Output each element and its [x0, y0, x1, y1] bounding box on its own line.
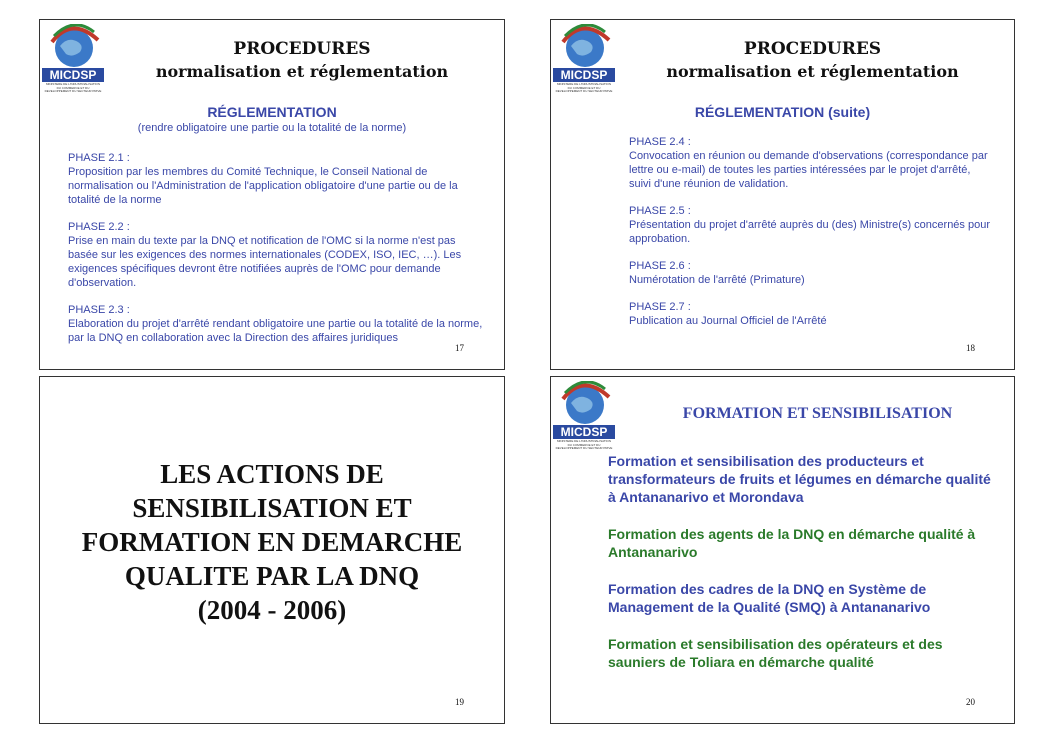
- phase-item: [68, 303, 484, 345]
- phase-label: PHASE 2.6 :: [629, 260, 691, 272]
- phase-label: PHASE 2.3 :: [68, 304, 130, 316]
- training-list: [608, 452, 994, 690]
- logo-tagline: MINISTERE DE L'INDUSTRIALISATION DU COMMERCE ET DU DEVELOPPEMENT DU SECTEUR PRIVE: [555, 82, 613, 93]
- logo-brand: MICDSP: [553, 425, 615, 439]
- globe-icon: [46, 24, 102, 68]
- logo-brand: MICDSP: [42, 68, 104, 82]
- logo-brand: MICDSP: [553, 68, 615, 82]
- slide-title: [100, 20, 504, 83]
- phase-item: [629, 204, 994, 246]
- heading-note: (rendre obligatoire une partie ou la totalité de la norme): [137, 122, 407, 134]
- phase-text: Convocation en réunion ou demande d'observations (correspondance par lettre ou e-mail) de toutes les parties intéressées par le projet d'arrêté, suivi d'une réunion de validation.: [629, 150, 988, 190]
- title-line-1: PROCEDURES: [743, 39, 882, 59]
- phase-list: [68, 151, 484, 358]
- phase-text: Prise en main du texte par la DNQ et notification de l'OMC si la norme n'est pas basée sur les exigences des normes internationales (CODEX, ISO, IEC, …). Les exigences spécifiques devront être notifiées auprès de l'OMC pour demande d'observation.: [68, 235, 462, 289]
- title-line: (2004 - 2006): [197, 595, 347, 625]
- phase-label: PHASE 2.5 :: [629, 205, 691, 217]
- title-line-2: normalisation et réglementation: [155, 62, 449, 81]
- logo-tagline: MINISTERE DE L'INDUSTRIALISATION DU COMMERCE ET DU DEVELOPPEMENT DU SECTEUR PRIVE: [555, 439, 613, 450]
- training-item: Formation des agents de la DNQ en démarche qualité à Antananarivo: [608, 526, 976, 560]
- page-number: 18: [966, 343, 975, 353]
- slide-title: [611, 20, 1014, 83]
- section-heading: [40, 104, 504, 134]
- globe-icon: [557, 381, 613, 425]
- phase-list: [629, 135, 994, 341]
- training-item: Formation des cadres de la DNQ en Système de Management de la Qualité (SMQ) à Antananarivo: [608, 581, 931, 615]
- page-number: 20: [966, 697, 975, 707]
- phase-label: PHASE 2.1 :: [68, 152, 130, 164]
- title-line-2: normalisation et réglementation: [666, 62, 959, 81]
- title-line: SENSIBILISATION ET: [132, 493, 412, 523]
- title-line-1: PROCEDURES: [233, 39, 371, 59]
- training-item: Formation et sensibilisation des opérateurs et des sauniers de Toliara en démarche qualité: [608, 636, 943, 670]
- page-number: 19: [455, 697, 464, 707]
- phase-text: Publication au Journal Officiel de l'Arrêté: [629, 315, 827, 327]
- slide-title: FORMATION ET SENSIBILISATION: [682, 405, 953, 422]
- title-line: LES ACTIONS DE: [160, 459, 384, 489]
- phase-text: Proposition par les membres du Comité Technique, le Conseil National de normalisation ou l'Administration de l'application obligatoire d'une partie ou de la totalité de la norme: [68, 166, 458, 206]
- phase-item: [629, 300, 994, 328]
- slide-18: [550, 19, 1015, 370]
- phase-label: PHASE 2.2 :: [68, 221, 130, 233]
- phase-item: [68, 151, 484, 207]
- phase-label: PHASE 2.4 :: [629, 136, 691, 148]
- heading-text: RÉGLEMENTATION: [207, 104, 337, 120]
- training-item: Formation et sensibilisation des producteurs et transformateurs de fruits et légumes en démarche qualité à Antananarivo et Morondava: [608, 453, 991, 505]
- title-line: QUALITE PAR LA DNQ: [124, 561, 420, 591]
- phase-text: Présentation du projet d'arrêté auprès du (des) Ministre(s) concernés pour approbation.: [629, 219, 991, 245]
- globe-icon: [557, 24, 613, 68]
- section-heading: [551, 104, 1014, 120]
- phase-item: [629, 259, 994, 287]
- slide-20: [550, 376, 1015, 724]
- section-title: [60, 457, 484, 627]
- phase-item: [629, 135, 994, 191]
- phase-text: Elaboration du projet d'arrêté rendant obligatoire une partie ou la totalité de la norme, par la DNQ en collaboration avec la Direction des affaires juridiques: [68, 318, 483, 344]
- slide-17: [39, 19, 505, 370]
- page-number: 17: [455, 343, 464, 353]
- title-line: FORMATION EN DEMARCHE: [81, 527, 463, 557]
- phase-text: Numérotation de l'arrêté (Primature): [629, 274, 805, 286]
- micdsp-logo: [553, 22, 617, 94]
- heading-text: RÉGLEMENTATION (suite): [694, 104, 871, 120]
- micdsp-logo: [42, 22, 106, 94]
- phase-label: PHASE 2.7 :: [629, 301, 691, 313]
- micdsp-logo: [553, 379, 617, 451]
- phase-item: [68, 220, 484, 290]
- logo-tagline: MINISTERE DE L'INDUSTRIALISATION DU COMMERCE ET DU DEVELOPPEMENT DU SECTEUR PRIVE: [44, 82, 102, 93]
- slide-19: [39, 376, 505, 724]
